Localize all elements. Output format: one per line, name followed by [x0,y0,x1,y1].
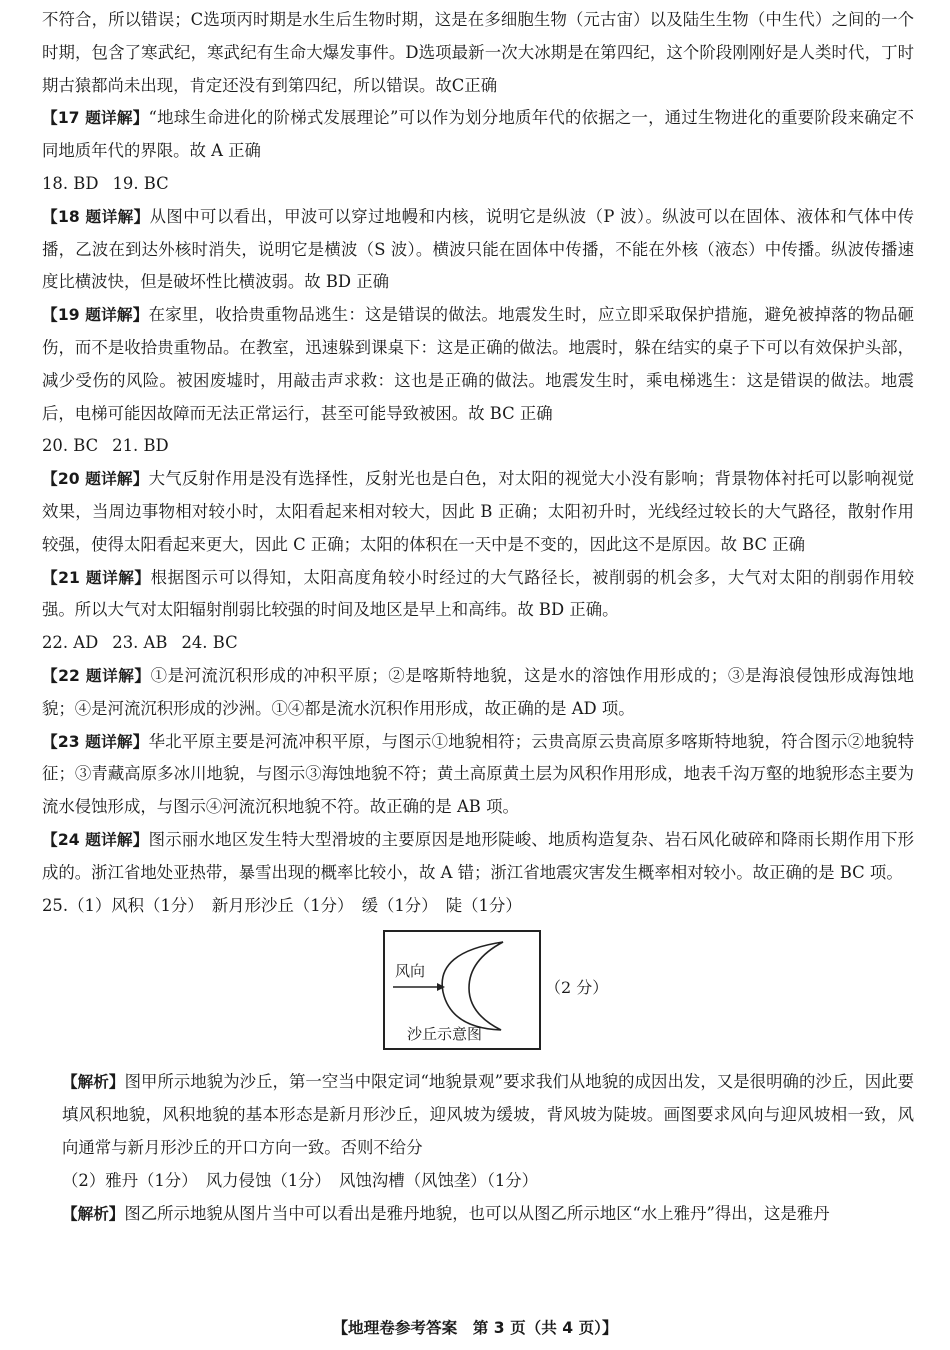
wind-arrow-head [437,983,445,991]
answer-23: 23. AB [112,633,168,653]
answer-18: 18. BD [42,173,99,193]
question-tag: 【24 题详解】 [42,830,149,849]
paragraph-text: 从图中可以看出，甲波可以穿过地幔和内核，说明它是纵波（P 波）。纵波可以在固体、液体和气体中传播，乙波在到达外核时消失，说明它是横波（S 波）。横波只能在固体中传播，不能在外核（液态）中传播。纵波传播速度比横波快，但是破坏性比横波弱。故 BD 正确 [42,206,914,292]
answer-line-18-19 [42,168,914,201]
figure-score: （2 分） [545,978,609,998]
paragraph-text: 图甲所示地貌为沙丘，第一空当中限定词“地貌景观”要求我们从地貌的成因出发，又是很明确的沙丘，因此要填风积地貌，风积地貌的基本形态是新月形沙丘，迎风坡为缓坡，背风坡为陡坡。画图要求风向与迎风坡相一致，风向通常与新月形沙丘的开口方向一致。否则不给分 [62,1072,914,1157]
paragraph-text: ①是河流沉积形成的冲积平原；②是喀斯特地貌，这是水的溶蚀作用形成的；③是海浪侵蚀形成海蚀地貌；④是河流沉积形成的沙洲。①④都是流水沉积作用形成，故正确的是 AD 项。 [42,665,914,718]
answer-21: 21. BD [112,436,169,456]
paragraph-q23 [42,726,914,824]
paragraph-q22 [42,660,914,726]
paragraph-text: “地球生命进化的阶梯式发展理论”可以作为划分地质年代的依据之一，通过生物进化的重要阶段来确定不同地质年代的界限。故 A 正确 [42,108,914,161]
paragraph-text: 图乙所示地貌从图片当中可以看出是雅丹地貌，也可以从图乙所示地区“水上雅丹”得出，这是雅丹 [124,1203,830,1223]
paragraph-jiexi-1 [42,1066,914,1164]
question-tag: 【23 题详解】 [42,732,149,751]
paragraph-text: 图示丽水地区发生特大型滑坡的主要原因是地形陡峻、地质构造复杂、岩石风化破碎和降雨长期作用下形成的。浙江省地处亚热带，暴雪出现的概率比较小，故 A 错；浙江省地震灾害发生概率相对较小。故正确的是 BC 项。 [42,829,914,882]
analysis-tag: 【解析】 [62,1073,125,1092]
page-footer: 【地理卷参考答案 第 3 页（共 4 页）】 [332,1319,618,1337]
paragraph-q21 [42,562,914,628]
paragraph-q24 [42,824,914,890]
answer-22: 22. AD [42,633,99,653]
paragraph-text: 华北平原主要是河流冲积平原，与图示①地貌相符；云贵高原云贵高原多喀斯特地貌，符合图示②地貌特征；③青藏高原多冰川地貌，与图示③海蚀地貌不符；黄土高原黄土层为风积作用形成，地表千沟万壑的地貌形态主要为流水侵蚀形成，与图示④河流沉积地貌不符。故正确的是 AB 项。 [42,731,914,817]
paragraph-text: 在家里，收拾贵重物品逃生：这是错误的做法。地震发生时，应立即采取保护措施，避免被掉落的物品砸伤，而不是收拾贵重物品。在教室，迅速躲到课桌下：这是正确的做法。地震时，躲在结实的桌子下可以有效保护头部，减少受伤的风险。被困废墟时，用敲击声求救：这也是正确的做法。地震发生时，乘电梯逃生：这是错误的做法。地震后，电梯可能因故障而无法正常运行，甚至可能导致被困。故 BC 正确 [42,305,914,423]
paragraph-text: 根据图示可以得知，太阳高度角较小时经过的大气路径长，被削弱的机会多，大气对太阳的削弱作用较强。所以大气对太阳辐射削弱比较强的时间及地区是早上和高纬。故 BD 正确。 [42,567,914,620]
question-tag: 【19 题详解】 [42,306,149,325]
paragraph-q18 [42,201,914,299]
answer-20: 20. BC [42,436,99,456]
figure-caption: 沙丘示意图 [407,1025,483,1044]
answer-24: 24. BC [181,633,238,653]
paragraph-q19 [42,299,914,430]
paragraph-text: 大气反射作用是没有选择性，反射光也是白色，对太阳的视觉大小没有影响；背景物体衬托可以影响视觉效果，当周边事物相对较小时，太阳看起来相对较大，因此 B 正确；太阳初升时，光线经过较长的大气路径，散射作用较强，使得太阳看起来更大，因此 C 正确；太阳的体积在一天中是不变的，因此这不是原因。故 BC 正确 [42,469,914,554]
analysis-tag: 【解析】 [62,1204,125,1223]
question-tag: 【18 题详解】 [42,207,150,226]
paragraph-jiexi-2 [42,1198,914,1231]
answer-line-25-1: 25.（1）风积（1分） 新月形沙丘（1分） 缓（1分） 陡（1分） [42,895,522,915]
crescent-dune-shape [442,942,503,1030]
question-tag: 【21 题详解】 [42,568,151,587]
wind-direction-label: 风向 [395,962,426,981]
paragraph-q16-continued [42,4,914,102]
answer-sheet-page [42,4,914,1230]
answer-line-22-24 [42,627,914,660]
paragraph-text: 不符合，所以错误；C选项丙时期是水生后生物时期，这是在多细胞生物（元古宙）以及陆生生物（中生代）之间的一个时期，包含了寒武纪，寒武纪有生命大爆发事件。D选项最新一次大冰期是在第四纪，这个阶段刚刚好是人类时代，丁时期古猿都尚未出现，肯定还没有到第四纪，所以错误。故C正确 [42,10,914,95]
answer-19: 19. BC [112,173,169,193]
dune-figure-row [42,930,914,1062]
question-tag: 【17 题详解】 [42,109,149,128]
paragraph-q17 [42,102,914,168]
answer-line-20-21 [42,430,914,463]
question-tag: 【20 题详解】 [42,470,149,489]
question-tag: 【22 题详解】 [42,666,151,685]
dune-diagram [383,930,541,1050]
paragraph-q20 [42,463,914,561]
answer-line-25-2: （2）雅丹（1分） 风力侵蚀（1分） 风蚀沟槽（风蚀垄）（1分） [62,1170,539,1190]
